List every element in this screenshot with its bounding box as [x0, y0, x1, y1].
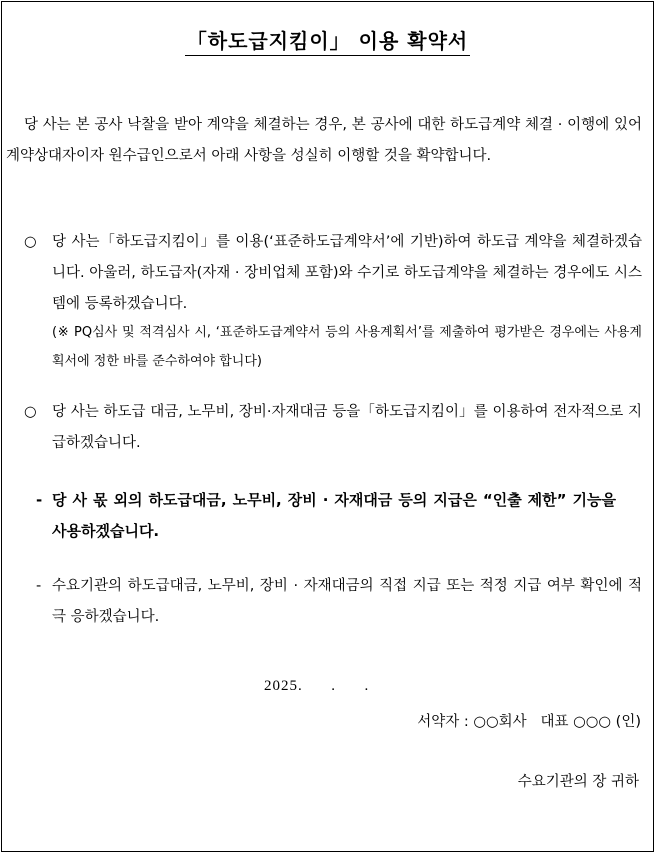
recipient-line: 수요기관의 장 귀하 — [517, 774, 639, 790]
pledge-item-1 — [6, 227, 642, 320]
signer-text: 서약자 : ○○회사 대표 ○○○ (인) — [417, 714, 641, 730]
dash-bullet: - — [36, 491, 43, 509]
circle-bullet-icon: ○ — [24, 234, 37, 250]
pledge-item-1-text: 당 사는「하도급지킴이」를 이용(‘표준하도급계약서’에 기반)하여 하도급 계약을 체결하겠습니다. 아울러, 하도급자(자재 · 장비업체 포함)와 수기로 하도급계약을 체결하는 경우에도 시스템에 등록하겠습니다. — [52, 234, 642, 312]
document-title: 「하도급지킴이」 이용 확약서 — [185, 28, 470, 56]
sub-item-1 — [36, 485, 616, 547]
circle-bullet-icon: ○ — [24, 404, 37, 420]
sub-item-2 — [36, 571, 642, 633]
pledge-item-2-text: 당 사는 하도급 대금, 노무비, 장비·자재대금 등을「하도급지킴이」를 이용하여 전자적으로 지급하겠습니다. — [52, 404, 642, 451]
signer-line — [417, 707, 641, 737]
intro-paragraph: 당 사는 본 공사 낙찰을 받아 계약을 체결하는 경우, 본 공사에 대한 하도급계약 체결 · 이행에 있어 계약상대자이자 원수급인으로서 아래 사항을 성실히 이행할 것을 확약합니다. — [6, 117, 642, 164]
dash-bullet: - — [36, 578, 42, 594]
title-wrap — [2, 28, 653, 56]
sub-item-1-text: 당 사 몫 외의 하도급대금, 노무비, 장비 · 자재대금 등의 지급은 “인출 제한” 기능을 사용하겠습니다. — [52, 491, 616, 540]
document-page — [1, 1, 654, 852]
pq-note: (※ PQ심사 및 적격심사 시, ‘표준하도급계약서 등의 사용계획서’를 제출하여 평가받은 경우에는 사용계획서에 정한 바를 준수하여야 합니다) — [52, 325, 642, 369]
pledge-date — [264, 678, 369, 695]
pledge-date-text: 2025. . . — [264, 678, 370, 694]
pledge-item-2 — [6, 397, 642, 459]
sub-item-2-text: 수요기관의 하도급대금, 노무비, 장비 · 자재대금의 직접 지급 또는 적정 지급 여부 확인에 적극 응하겠습니다. — [52, 578, 642, 625]
